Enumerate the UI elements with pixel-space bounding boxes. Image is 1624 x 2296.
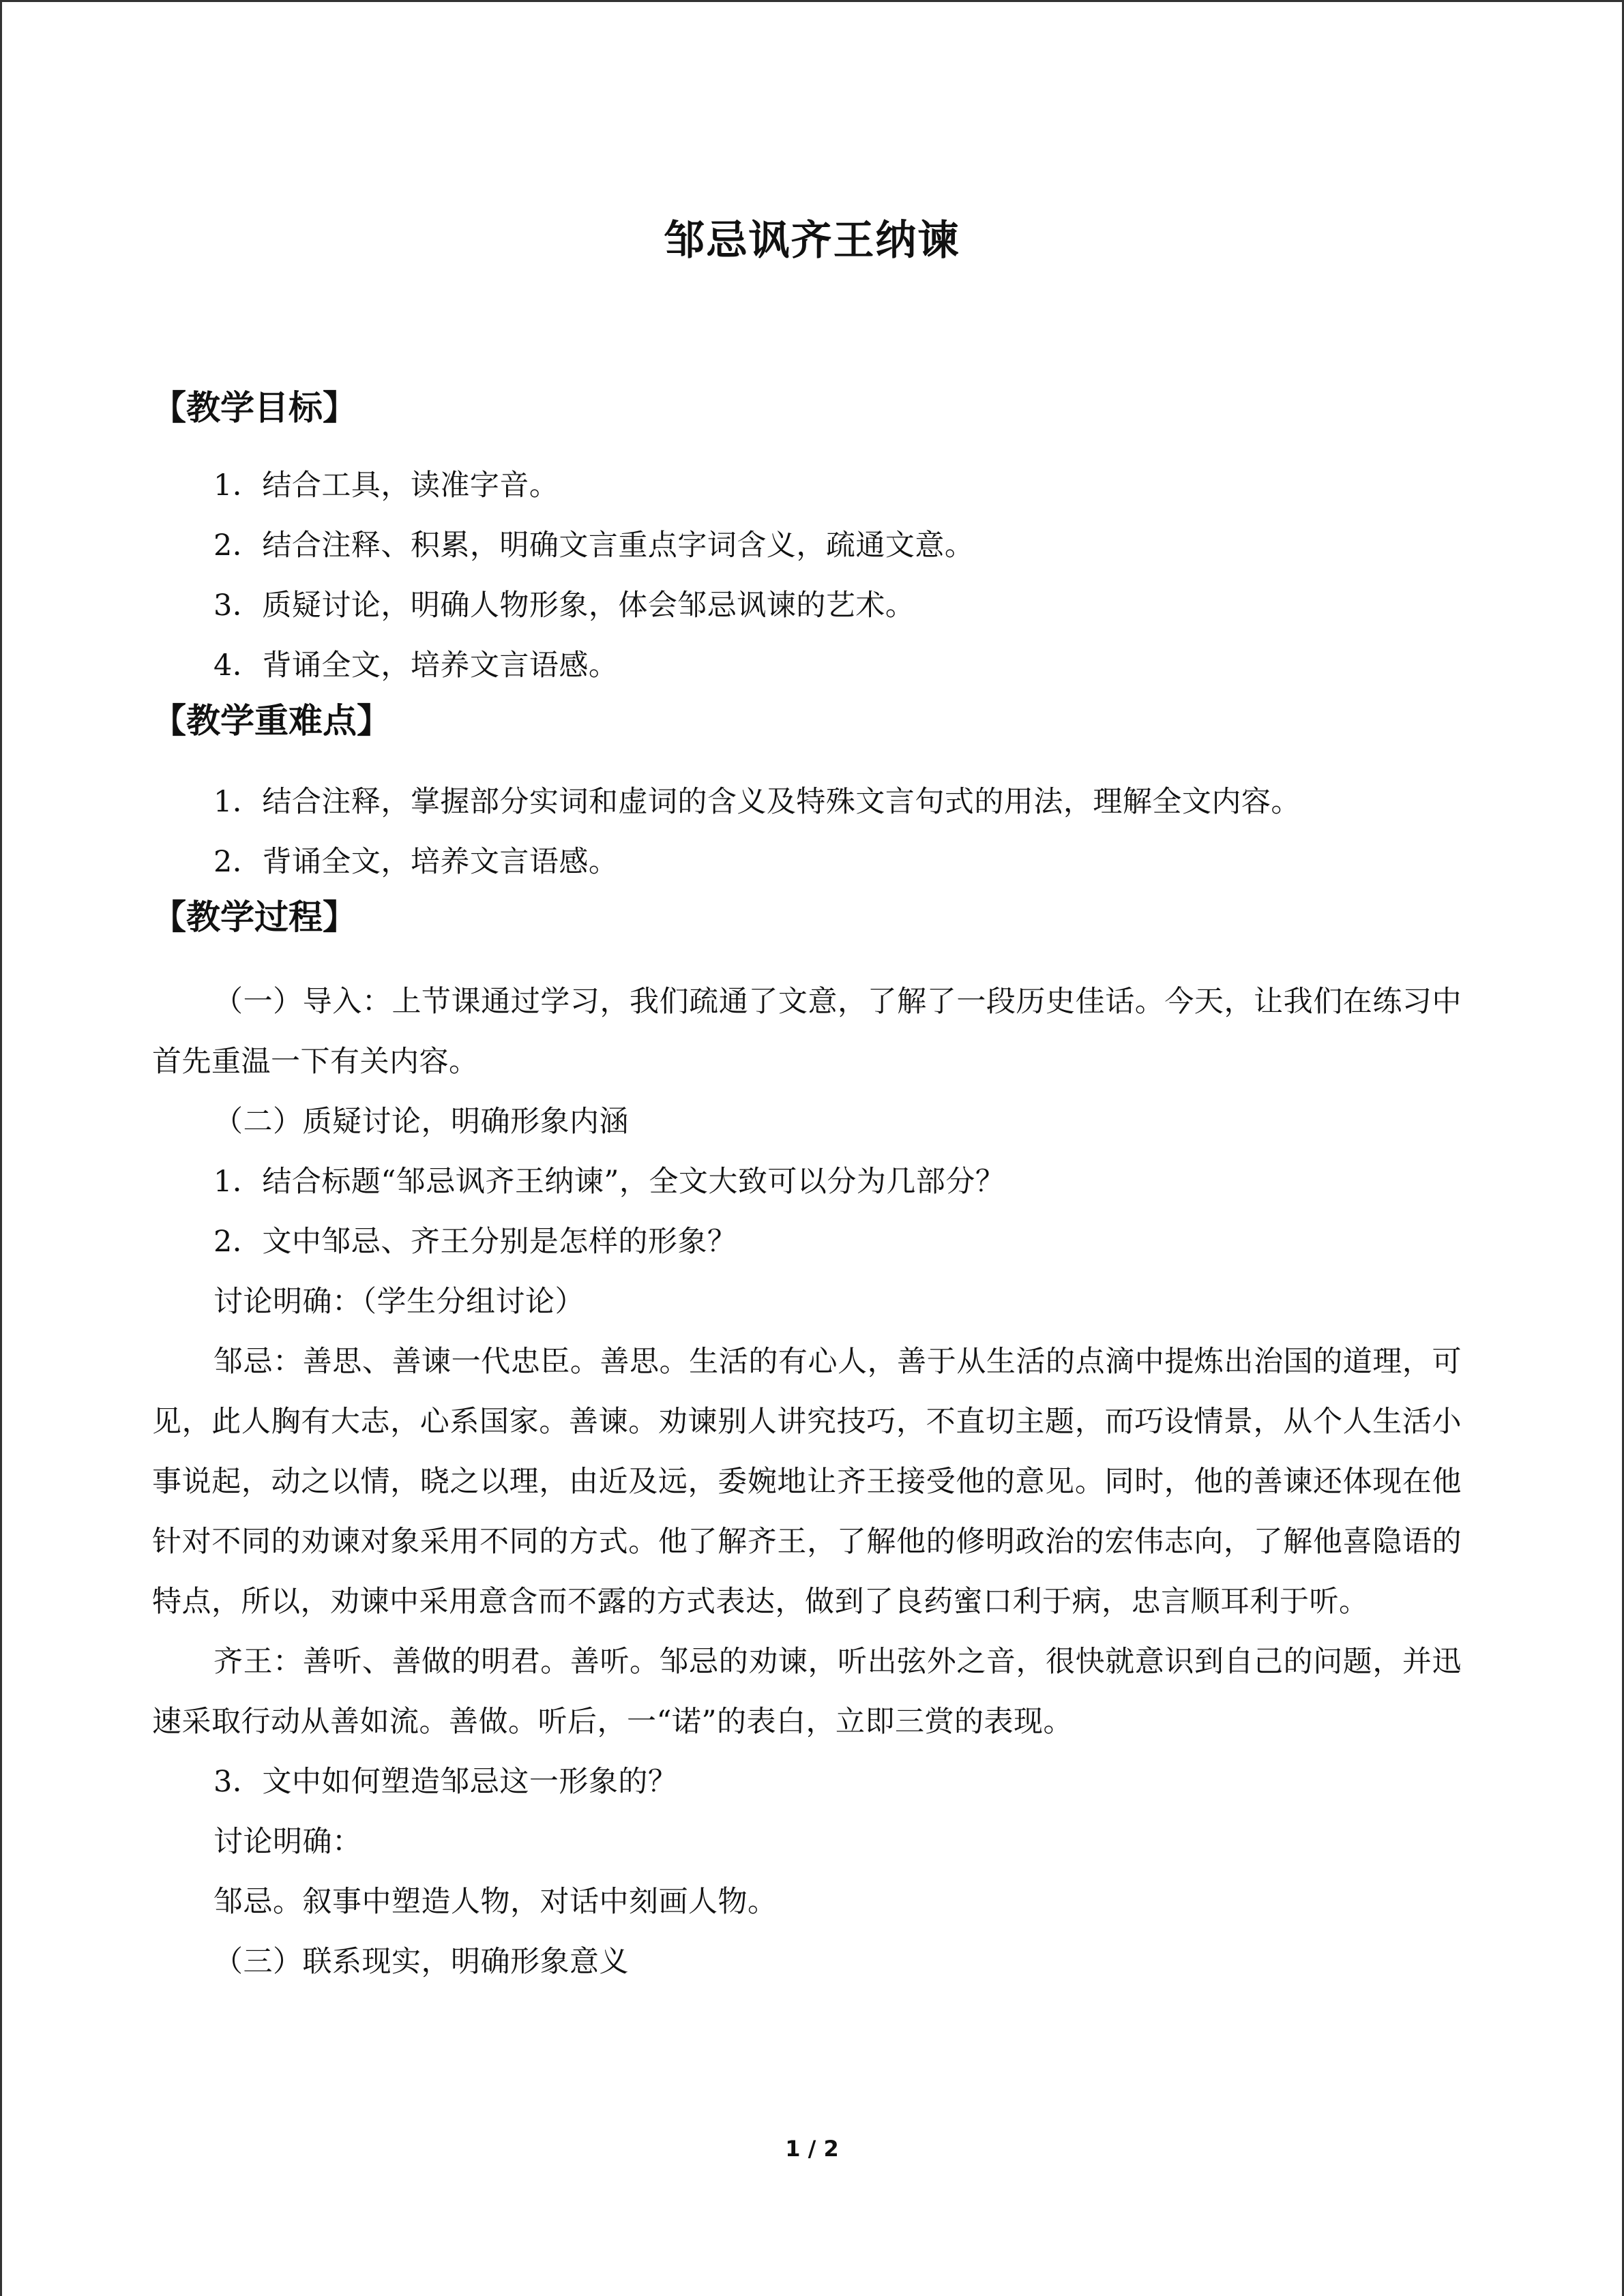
document-body xyxy=(152,384,1462,1992)
process-paragraph-zouji: 邹忌：善思、善谏一代忠臣。善思。生活的有心人，善于从生活的点滴中提炼出治国的道理，可见，此人胸有大志，心系国家。善谏。劝谏别人讲究技巧，不直切主题，而巧设情景，从个人生活小事说起，动之以情，晓之以理，由近及远，委婉地让齐王接受他的意见。同时，他的善谏还体现在他针对不同的劝谏对象采用不同的方式。他了解齐王，了解他的修明政治的宏伟志向，了解他喜隐语的特点，所以，劝谏中采用意含而不露的方式表达，做到了良药蜜口利于病，忠言顺耳利于听。 xyxy=(152,1345,1462,1619)
process-paragraph-qiwang: 齐王：善听、善做的明君。善听。邹忌的劝谏，听出弦外之音，很快就意识到自己的问题，并迅速采取行动从善如流。善做。听后，一“诺”的表白，立即三赏的表现。 xyxy=(152,1645,1462,1739)
process-paragraph: 2．文中邹忌、齐王分别是怎样的形象？ xyxy=(213,1225,737,1259)
goal-item: 4．背诵全文，培养文言语感。 xyxy=(213,648,619,683)
key-point-item: 2．背诵全文，培养文言语感。 xyxy=(213,845,619,879)
section-heading-goals: 【教学目标】 xyxy=(152,388,357,428)
page-number: 1 / 2 xyxy=(785,2136,839,2162)
process-paragraph: 讨论明确：（学生分组讨论） xyxy=(213,1285,585,1319)
process-paragraph-intro: （一）导入：上节课通过学习，我们疏通了文意，了解了一段历史佳话。今天，让我们在练习中首先重温一下有关内容。 xyxy=(152,985,1462,1079)
goal-item: 1．结合工具，读准字音。 xyxy=(213,468,559,503)
process-paragraph: 邹忌。叙事中塑造人物，对话中刻画人物。 xyxy=(213,1885,778,1919)
document-title: 邹忌讽齐王纳谏 xyxy=(664,217,960,265)
goal-item: 2．结合注释、积累，明确文言重点字词含义，疏通文意。 xyxy=(213,528,975,563)
section-heading-process: 【教学过程】 xyxy=(152,897,357,937)
process-paragraph: 1．结合标题“邹忌讽齐王纳谏”，全文大致可以分为几部分？ xyxy=(213,1165,1005,1199)
key-point-item: 1．结合注释，掌握部分实词和虚词的含义及特殊文言句式的用法，理解全文内容。 xyxy=(213,785,1301,819)
goal-item: 3．质疑讨论，明确人物形象，体会邹忌讽谏的艺术。 xyxy=(213,588,915,623)
process-paragraph: （三）联系现实，明确形象意义 xyxy=(213,1945,629,1979)
process-paragraph: （二）质疑讨论，明确形象内涵 xyxy=(213,1105,629,1139)
section-heading-key-points: 【教学重难点】 xyxy=(152,701,391,741)
process-paragraph: 3．文中如何塑造邹忌这一形象的？ xyxy=(213,1765,678,1799)
process-paragraph: 讨论明确： xyxy=(213,1825,362,1859)
